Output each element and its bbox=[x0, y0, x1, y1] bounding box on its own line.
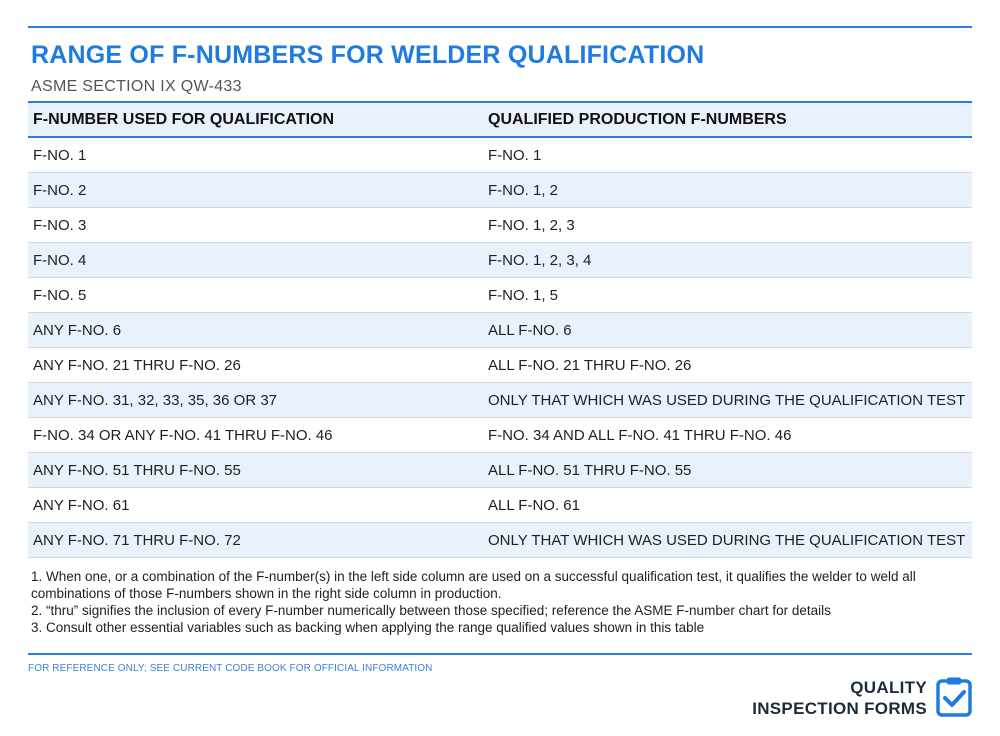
cell-qualification: ANY F-NO. 61 bbox=[28, 488, 483, 523]
table-row bbox=[28, 137, 972, 173]
cell-production: F-NO. 34 AND ALL F-NO. 41 THRU F-NO. 46 bbox=[483, 418, 972, 453]
table-row bbox=[28, 523, 972, 558]
cell-qualification: F-NO. 5 bbox=[28, 278, 483, 313]
cell-production: F-NO. 1 bbox=[483, 137, 972, 173]
top-divider bbox=[28, 26, 972, 28]
clipboard-check-icon bbox=[935, 676, 973, 718]
table-row bbox=[28, 418, 972, 453]
cell-qualification: ANY F-NO. 71 THRU F-NO. 72 bbox=[28, 523, 483, 558]
page-title: RANGE OF F-NUMBERS FOR WELDER QUALIFICATION bbox=[31, 41, 705, 69]
cell-production: F-NO. 1, 5 bbox=[483, 278, 972, 313]
cell-production: ALL F-NO. 51 THRU F-NO. 55 bbox=[483, 453, 972, 488]
table-row bbox=[28, 313, 972, 348]
brand-line-1: QUALITY bbox=[850, 678, 927, 697]
cell-qualification: F-NO. 4 bbox=[28, 243, 483, 278]
cell-qualification: F-NO. 1 bbox=[28, 137, 483, 173]
cell-production: ONLY THAT WHICH WAS USED DURING THE QUALIFICATION TEST bbox=[483, 523, 972, 558]
f-number-table bbox=[28, 101, 972, 558]
cell-production: ALL F-NO. 21 THRU F-NO. 26 bbox=[483, 348, 972, 383]
cell-qualification: F-NO. 34 OR ANY F-NO. 41 THRU F-NO. 46 bbox=[28, 418, 483, 453]
cell-production: F-NO. 1, 2, 3 bbox=[483, 208, 972, 243]
table-row bbox=[28, 243, 972, 278]
cell-qualification: ANY F-NO. 6 bbox=[28, 313, 483, 348]
page-subtitle: ASME SECTION IX QW-433 bbox=[31, 78, 242, 95]
brand-line-2: INSPECTION FORMS bbox=[752, 699, 927, 718]
cell-qualification: ANY F-NO. 31, 32, 33, 35, 36 OR 37 bbox=[28, 383, 483, 418]
table-row bbox=[28, 488, 972, 523]
cell-production: ALL F-NO. 61 bbox=[483, 488, 972, 523]
table-header-row bbox=[28, 102, 972, 137]
brand-logo-text bbox=[752, 677, 927, 719]
bottom-divider bbox=[28, 653, 972, 655]
notes-section bbox=[31, 568, 966, 636]
table-row bbox=[28, 173, 972, 208]
column-header-production: QUALIFIED PRODUCTION F-NUMBERS bbox=[483, 102, 972, 137]
table-row bbox=[28, 383, 972, 418]
table-row bbox=[28, 278, 972, 313]
note-2: 2. “thru” signifies the inclusion of every F-number numerically between those specified; reference the ASME F-number chart for details bbox=[31, 603, 831, 618]
note-1: 1. When one, or a combination of the F-number(s) in the left side column are used on a successful qualification test, it qualifies the welder to weld all combinations of those F-numbers shown in the right side column in production. bbox=[31, 569, 916, 601]
table-row bbox=[28, 348, 972, 383]
cell-production: F-NO. 1, 2, 3, 4 bbox=[483, 243, 972, 278]
cell-production: ALL F-NO. 6 bbox=[483, 313, 972, 348]
table-row bbox=[28, 453, 972, 488]
cell-production: F-NO. 1, 2 bbox=[483, 173, 972, 208]
cell-qualification: F-NO. 3 bbox=[28, 208, 483, 243]
cell-qualification: ANY F-NO. 51 THRU F-NO. 55 bbox=[28, 453, 483, 488]
cell-qualification: F-NO. 2 bbox=[28, 173, 483, 208]
table-row bbox=[28, 208, 972, 243]
cell-qualification: ANY F-NO. 21 THRU F-NO. 26 bbox=[28, 348, 483, 383]
disclaimer: FOR REFERENCE ONLY; SEE CURRENT CODE BOOK FOR OFFICIAL INFORMATION bbox=[28, 663, 433, 674]
note-3: 3. Consult other essential variables such as backing when applying the range qualified values shown in this table bbox=[31, 620, 705, 635]
cell-production: ONLY THAT WHICH WAS USED DURING THE QUALIFICATION TEST bbox=[483, 383, 972, 418]
column-header-qualification: F-NUMBER USED FOR QUALIFICATION bbox=[28, 102, 483, 137]
